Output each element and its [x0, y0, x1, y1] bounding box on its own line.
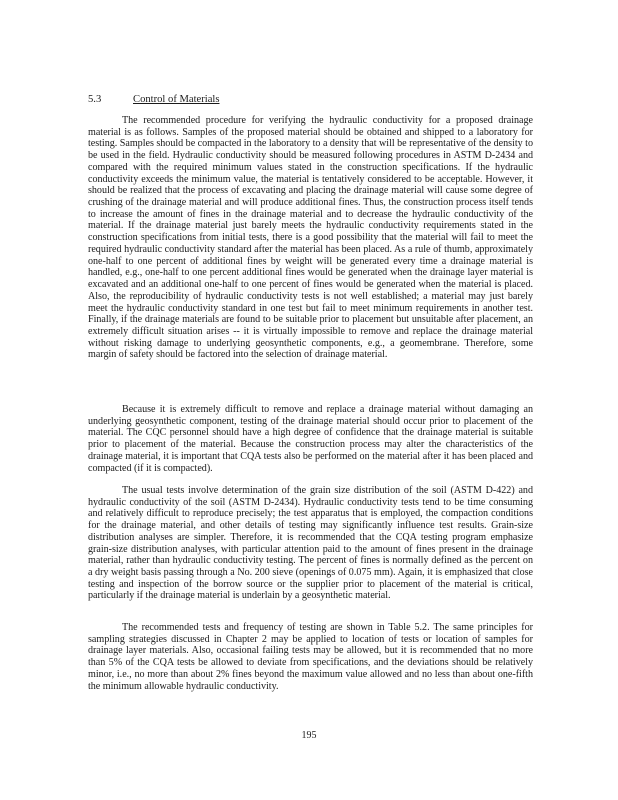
paragraph-hydraulic-conductivity-procedure: The recommended procedure for verifying the hydraulic conductivity for a proposed drainage material is as follows. Samples of the proposed material should be obtained and shipped to a laboratory for testing. Samples should be compacted in the laboratory to a density that will be representative of the density to be used in the field. Hydraulic conductivity should be measured following procedures in ASTM D-2434 and compared with the required minimum values stated in the construction specifications. If the hydraulic conductivity exceeds the minimum value, the material is tentatively considered to be acceptable. However, it should be realized that the process of excavating and placing the drainage material will cause some degree of crushing of the drainage material and will produce additional fines. Thus, the construction process itself tends to increase the amount of fines in the drainage material and to decrease the hydraulic conductivity of the material. If the drainage material just barely meets the hydraulic conductivity requirements stated in the construction specifications from initial tests, there is a good possibility that the material will fail to meet the required hydraulic conductivity standard after the material has been placed. As a rule of thumb, approximately one-half to one percent of additional fines by weight will be generated every time a drainage material is handled, e.g., one-half to one percent additional fines would be generated when the drainage layer material is excavated and an additional one-half to one percent of fines would be generated when the material is placed. Also, the reproducibility of hydraulic conductivity tests is not well established; a material may just barely meet the hydraulic conductivity standard in one test but fail to meet minimum requirements in another test. Finally, if the drainage materials are found to be suitable prior to placement but unsuitable after placement, an extremely difficult situation arises -- it is virtually impossible to remove and replace the drainage material without risking damage to underlying geosynthetic components, e.g., a geomembrane. Therefore, some margin of safety should be factored into the selection of drainage material.: [88, 115, 533, 361]
page-number: 195: [301, 730, 317, 741]
paragraph-recommended-tests-frequency: The recommended tests and frequency of testing are shown in Table 5.2. The same principles for sampling strategies discussed in Chapter 2 may be applied to location of tests or location of samples for drainage layer materials. Also, occasional failing tests may be allowed, but it is recommended that no more than 5% of the CQA tests be allowed to deviate from specifications, and the deviations should be relatively minor, i.e., no more than about 2% fines beyond the maximum value allowed and no less than about one-fifth the minimum allowable hydraulic conductivity.: [88, 622, 533, 692]
paragraph-usual-tests: The usual tests involve determination of the grain size distribution of the soil (ASTM D-422) and hydraulic conductivity of the soil (ASTM D-2434). Hydraulic conductivity tests tend to be time consuming and relatively difficult to reproduce precisely; the test apparatus that is employed, the compaction conditions for the drainage material, and other details of testing may significantly influence test results. Grain-size distribution analyses are simpler. Therefore, it is recommended that the CQA testing program emphasize grain-size distribution analyses, with particular attention paid to the amount of fines present in the drainage material, rather than hydraulic conductivity testing. The percent of fines is normally defined as the percent on a dry weight basis passing through a No. 200 sieve (openings of 0.075 mm). Again, it is emphasized that close testing and inspection of the borrow source or the supplier prior to placement of the material is critical, particularly if the drainage material is underlain by a geosynthetic material.: [88, 485, 533, 602]
section-heading: [88, 93, 220, 106]
section-title: Control of Materials: [133, 94, 220, 105]
paragraph-testing-prior-to-placement: Because it is extremely difficult to remove and replace a drainage material without damaging an underlying geosynthetic component, testing of the drainage material should occur prior to placement of the material. The CQC personnel should have a high degree of confidence that the drainage material is suitable prior to placement of the material. Because the construction process may alter the characteristics of the drainage material, it is important that CQA tests also be performed on the material after it has been placed and compacted (if it is compacted).: [88, 404, 533, 474]
section-number: 5.3: [88, 94, 102, 105]
